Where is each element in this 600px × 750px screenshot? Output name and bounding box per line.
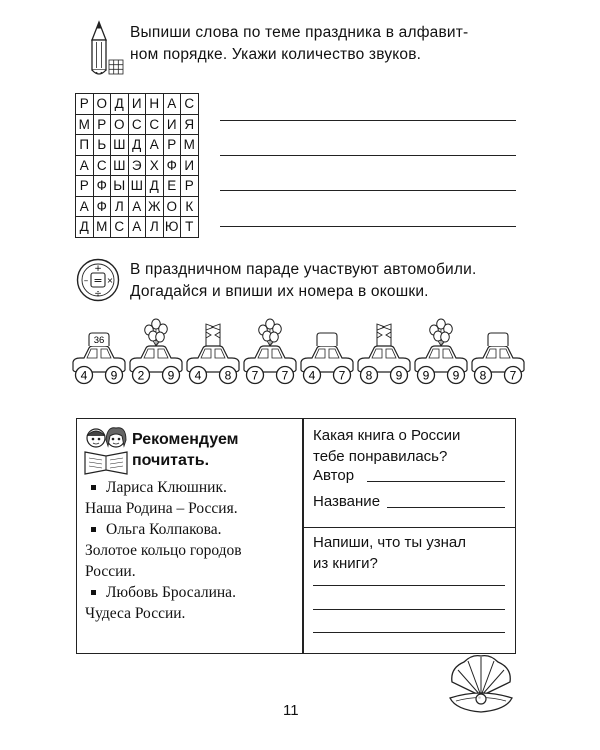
book-author: Любовь Бросалина. [106, 584, 236, 601]
wheel-number: 9 [110, 368, 118, 383]
bullet-icon [91, 485, 96, 490]
balloons-icon [430, 319, 453, 346]
grid-cell: И [163, 114, 181, 135]
question2-line2: из книги? [313, 555, 378, 572]
svg-text:×: × [106, 276, 114, 285]
grid-cell: Р [76, 176, 94, 197]
task2-instruction [130, 259, 530, 303]
grid-cell: А [128, 217, 146, 238]
seashell-pearl-icon [446, 652, 516, 716]
bullet-icon [91, 590, 96, 595]
grid-cell: О [163, 196, 181, 217]
book-title: России. [85, 563, 136, 580]
grid-cell: Т [181, 217, 199, 238]
questions-box [302, 418, 516, 654]
grid-cell: Р [93, 114, 111, 135]
wheel-number: 2 [137, 368, 145, 383]
grid-cell: О [93, 94, 111, 115]
question1 [313, 425, 460, 467]
calculator-dpad-icon [76, 258, 120, 302]
grid-cell: А [128, 196, 146, 217]
svg-text:+: + [94, 264, 102, 274]
grid-cell: Я [181, 114, 199, 135]
task2-line1: В праздничном параде участвуют автомобили. [130, 261, 477, 278]
grid-cell: С [181, 94, 199, 115]
grid-cell: М [93, 217, 111, 238]
book-title: Наша Родина – Россия. [85, 500, 238, 517]
recommend-title-line2: почитать. [132, 452, 210, 469]
grid-cell: Ь [93, 135, 111, 156]
roof-number: 36 [93, 335, 105, 346]
grid-cell: М [181, 135, 199, 156]
wheel-number: 7 [251, 368, 259, 383]
grid-cell: А [146, 135, 164, 156]
flags-icon [377, 324, 391, 346]
answer-line[interactable] [220, 155, 516, 156]
parade-car [358, 324, 410, 384]
grid-cell: Ш [128, 176, 146, 197]
wheel-number: 4 [80, 368, 88, 383]
grid-cell: О [111, 114, 129, 135]
wheel-number: 4 [308, 368, 316, 383]
recommend-title [132, 429, 239, 471]
grid-cell: Ы [111, 176, 129, 197]
wheel-number: 8 [479, 368, 487, 383]
svg-text:÷: ÷ [94, 289, 102, 299]
grid-cell: Ю [163, 217, 181, 238]
grid-cell: Р [181, 176, 199, 197]
grid-cell: С [111, 217, 129, 238]
grid-cell: Р [163, 135, 181, 156]
divider [303, 527, 515, 528]
wheel-number: 8 [365, 368, 373, 383]
grid-cell: Д [111, 94, 129, 115]
author-field[interactable] [367, 481, 505, 482]
wheel-number: 7 [338, 368, 346, 383]
grid-cell: Р [76, 94, 94, 115]
flags-icon [206, 324, 220, 346]
recommend-box [76, 418, 304, 654]
answer-line[interactable] [313, 609, 505, 610]
grid-cell: Ш [111, 155, 129, 176]
book-item [85, 477, 300, 519]
grid-cell: А [163, 94, 181, 115]
question2-line1: Напиши, что ты узнал [313, 534, 467, 551]
answer-line[interactable] [220, 226, 516, 227]
grid-cell: Е [163, 176, 181, 197]
author-label: Автор [313, 467, 355, 484]
grid-row [76, 196, 199, 217]
grid-row [76, 135, 199, 156]
wheel-number: 8 [224, 368, 232, 383]
grid-cell: Д [146, 176, 164, 197]
recommend-title-line1: Рекомендуем [132, 431, 239, 448]
wheel-number: 9 [395, 368, 403, 383]
roof-sign [488, 333, 508, 346]
parade-car [472, 333, 524, 384]
grid-row [76, 94, 199, 115]
balloons-icon [259, 319, 282, 346]
grid-cell: М [76, 114, 94, 135]
grid-cell: Э [128, 155, 146, 176]
grid-cell: Н [146, 94, 164, 115]
grid-cell: К [181, 196, 199, 217]
grid-cell: П [76, 135, 94, 156]
answer-line[interactable] [313, 585, 505, 586]
answer-line[interactable] [313, 632, 505, 633]
grid-cell: С [128, 114, 146, 135]
question2 [313, 532, 466, 574]
grid-cell: И [181, 155, 199, 176]
book-item [85, 582, 300, 624]
parade-cars [70, 318, 530, 390]
question1-line1: Какая книга о России [313, 427, 461, 444]
grid-cell: Ф [93, 176, 111, 197]
parade-car [415, 319, 467, 384]
grid-cell: Х [146, 155, 164, 176]
parade-car [73, 333, 125, 384]
grid-row [76, 155, 199, 176]
grid-cell: С [93, 155, 111, 176]
wheel-number: 9 [452, 368, 460, 383]
book-title: Чудеса России. [85, 605, 186, 622]
grid-cell: С [146, 114, 164, 135]
parade-car [130, 319, 182, 384]
answer-line[interactable] [220, 190, 516, 191]
grid-row [76, 176, 199, 197]
task1-line1: Выпиши слова по теме праздника в алфавит- [130, 24, 469, 41]
page-number: 11 [283, 702, 299, 719]
pencil-icon [88, 20, 126, 82]
svg-text:=: = [93, 274, 103, 287]
svg-text:–: – [83, 276, 89, 286]
task1-line2: ном порядке. Укажи количество звуков. [130, 46, 422, 63]
grid-cell: Ж [146, 196, 164, 217]
balloons-icon [145, 319, 168, 346]
bullet-icon [91, 527, 96, 532]
wheel-number: 9 [422, 368, 430, 383]
grid-cell: А [76, 196, 94, 217]
grid-row [76, 217, 199, 238]
grid-cell: Л [146, 217, 164, 238]
task2-line2: Догадайся и впиши их номера в окошки. [130, 283, 429, 300]
grid-cell: Л [111, 196, 129, 217]
task1-instruction [130, 22, 530, 66]
wheel-number: 4 [194, 368, 202, 383]
children-reading-icon [82, 424, 130, 476]
book-author: Ольга Колпакова. [106, 521, 222, 538]
answer-line[interactable] [220, 120, 516, 121]
grid-cell: Д [128, 135, 146, 156]
title-field[interactable] [387, 507, 505, 508]
grid-cell: Ф [163, 155, 181, 176]
book-title: Золотое кольцо городов [85, 542, 242, 559]
book-item [85, 519, 300, 582]
grid-cell: А [76, 155, 94, 176]
letter-grid [75, 93, 199, 238]
title-label: Название [313, 493, 381, 510]
book-author: Лариса Клюшник. [106, 479, 227, 496]
grid-cell: И [128, 94, 146, 115]
grid-row [76, 114, 199, 135]
grid-cell: Ш [111, 135, 129, 156]
roof-sign [317, 333, 337, 346]
grid-cell: Д [76, 217, 94, 238]
grid-cell: Ф [93, 196, 111, 217]
parade-car [187, 324, 239, 384]
parade-car [301, 333, 353, 384]
parade-car [244, 319, 296, 384]
question1-line2: тебе понравилась? [313, 448, 448, 465]
wheel-number: 7 [281, 368, 289, 383]
wheel-number: 7 [509, 368, 517, 383]
wheel-number: 9 [167, 368, 175, 383]
